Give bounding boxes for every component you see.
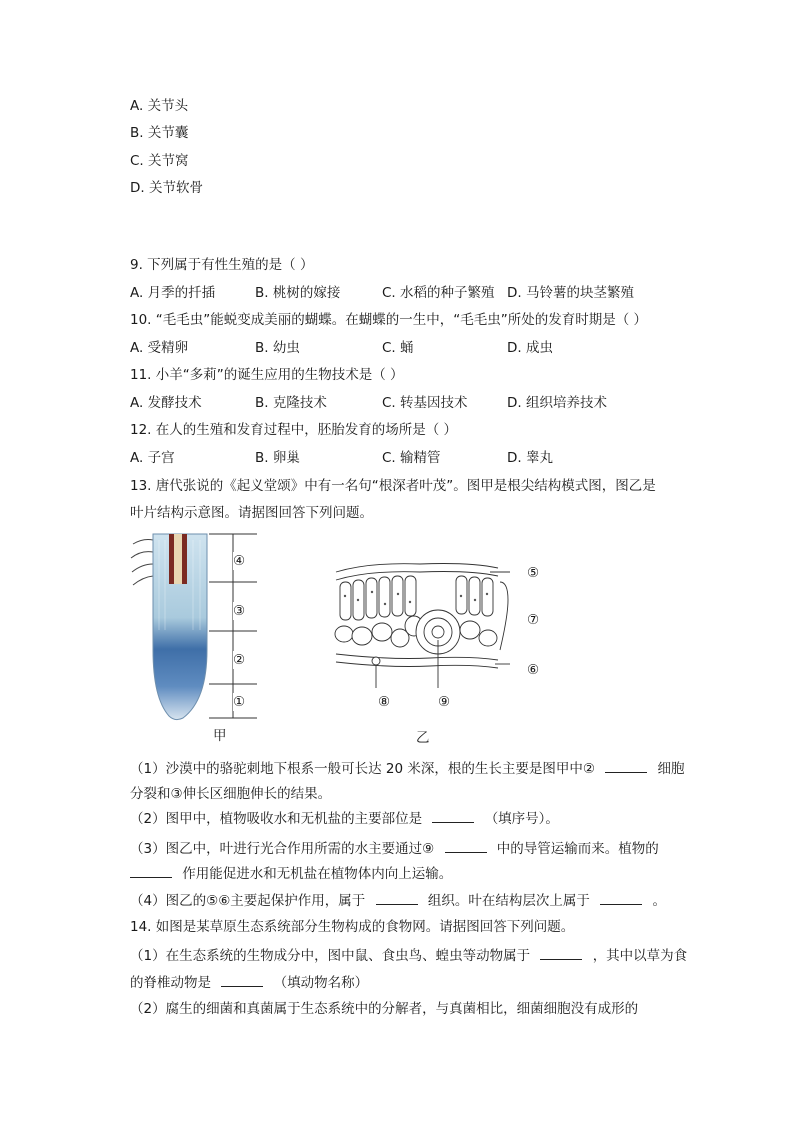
q14-stem: 14. 如图是某草原生态系统部分生物构成的食物网。请据图回答下列问题。 — [130, 919, 575, 935]
q14-p1-blank1[interactable] — [540, 945, 582, 960]
q12-stem: 12. 在人的生殖和发育过程中，胚胎发育的场所是（ ） — [130, 422, 458, 438]
figure-jia-root-tip — [125, 530, 275, 725]
q13-p2-blank[interactable] — [432, 808, 474, 823]
jia-label-4: ④ — [233, 553, 246, 569]
yi-label-5: ⑤ — [527, 565, 540, 581]
q13-p4-text-c: 。 — [652, 893, 666, 909]
q13-p4-blank1[interactable] — [376, 890, 418, 905]
q13-part3-line1 — [130, 838, 659, 858]
q13-p4-text-b: 组织。叶在结构层次上属于 — [427, 893, 590, 909]
q9-option-a: A. 月季的扦插 — [130, 285, 216, 301]
q13-p3-blank1[interactable] — [445, 838, 487, 853]
q11-stem: 11. 小羊“多莉”的诞生应用的生物技术是（ ） — [130, 367, 404, 383]
jia-label-3: ③ — [233, 603, 246, 619]
figure-yi-leaf-section — [330, 560, 520, 690]
q13-stem-line1: 13. 唐代张说的《起义堂颂》中有一名句“根深者叶茂”。图甲是根尖结构模式图，图乙是 — [130, 478, 656, 494]
q10-option-c: C. 蛹 — [382, 340, 414, 356]
q13-p4-text-a: （4）图乙的⑤⑥主要起保护作用，属于 — [130, 893, 366, 909]
q12-option-b: B. 卵巢 — [255, 450, 300, 466]
q13-stem-line2: 叶片结构示意图。请据图回答下列问题。 — [130, 505, 373, 521]
q13-part4 — [130, 890, 666, 910]
q13-p3-blank2[interactable] — [130, 863, 172, 878]
q14-p1-text-d: （填动物名称） — [273, 975, 369, 991]
q8-option-d: D. 关节软骨 — [130, 180, 203, 196]
q13-p1-blank[interactable] — [605, 758, 647, 773]
q13-p2-text-a: （2）图甲中，植物吸收水和无机盐的主要部位是 — [130, 811, 423, 827]
q10-option-a: A. 受精卵 — [130, 340, 189, 356]
q13-part1-line2: 分裂和③伸长区细胞伸长的结果。 — [130, 786, 332, 802]
yi-label-7: ⑦ — [527, 612, 540, 628]
figure-yi-caption: 乙 — [416, 730, 430, 746]
q13-p3-text-a: （3）图乙中，叶进行光合作用所需的水主要通过⑨ — [130, 841, 435, 857]
q13-part2 — [130, 808, 559, 828]
q11-option-d: D. 组织培养技术 — [507, 395, 607, 411]
q11-option-c: C. 转基因技术 — [382, 395, 468, 411]
q11-option-b: B. 克隆技术 — [255, 395, 327, 411]
q13-p1-text-b: 细胞 — [657, 761, 685, 777]
jia-label-2: ② — [233, 652, 246, 668]
yi-label-8: ⑧ — [378, 694, 391, 710]
q12-option-a: A. 子宫 — [130, 450, 175, 466]
q12-option-c: C. 输精管 — [382, 450, 441, 466]
q14-p1-text-a: （1）在生态系统的生物成分中，图中鼠、食虫鸟、蝗虫等动物属于 — [130, 948, 531, 964]
q10-stem: 10. “毛毛虫”能蜕变成美丽的蝴蝶。在蝴蝶的一生中，“毛毛虫”所处的发育时期是（ ） — [130, 312, 648, 328]
q8-option-b: B. 关节囊 — [130, 125, 189, 141]
q13-part1-line1 — [130, 758, 685, 778]
q8-option-c: C. 关节窝 — [130, 153, 189, 169]
q9-option-c: C. 水稻的种子繁殖 — [382, 285, 495, 301]
q13-part3-line2 — [130, 863, 452, 883]
q13-p2-text-b: （填序号）。 — [484, 811, 559, 827]
q14-p1-text-c: 的脊椎动物是 — [130, 975, 211, 991]
q10-option-b: B. 幼虫 — [255, 340, 300, 356]
q14-part2: （2）腐生的细菌和真菌属于生态系统中的分解者，与真菌相比，细菌细胞没有成形的 — [130, 1001, 639, 1017]
q14-p1-blank2[interactable] — [221, 972, 263, 987]
q13-p3-text-b: 中的导管运输而来。植物的 — [496, 841, 659, 857]
yi-label-9: ⑨ — [438, 694, 451, 710]
q11-option-a: A. 发酵技术 — [130, 395, 202, 411]
q9-option-d: D. 马铃薯的块茎繁殖 — [507, 285, 634, 301]
q14-part1-line2 — [130, 972, 368, 992]
yi-label-6: ⑥ — [527, 662, 540, 678]
q14-part1-line1 — [130, 945, 687, 965]
figure-jia-caption: 甲 — [213, 728, 227, 744]
q13-p4-blank2[interactable] — [600, 890, 642, 905]
jia-label-1: ① — [233, 694, 246, 710]
q10-option-d: D. 成虫 — [507, 340, 553, 356]
q13-p1-text-a: （1）沙漠中的骆驼刺地下根系一般可长达 20 米深，根的生长主要是图甲中② — [130, 761, 595, 777]
q9-stem: 9. 下列属于有性生殖的是（ ） — [130, 257, 314, 273]
q12-option-d: D. 睾丸 — [507, 450, 553, 466]
q8-option-a: A. 关节头 — [130, 98, 189, 114]
q9-option-b: B. 桃树的嫁接 — [255, 285, 341, 301]
q13-p3-text-c: 作用能促进水和无机盐在植物体内向上运输。 — [182, 866, 453, 882]
q14-p1-text-b: ，其中以草为食 — [592, 948, 688, 964]
